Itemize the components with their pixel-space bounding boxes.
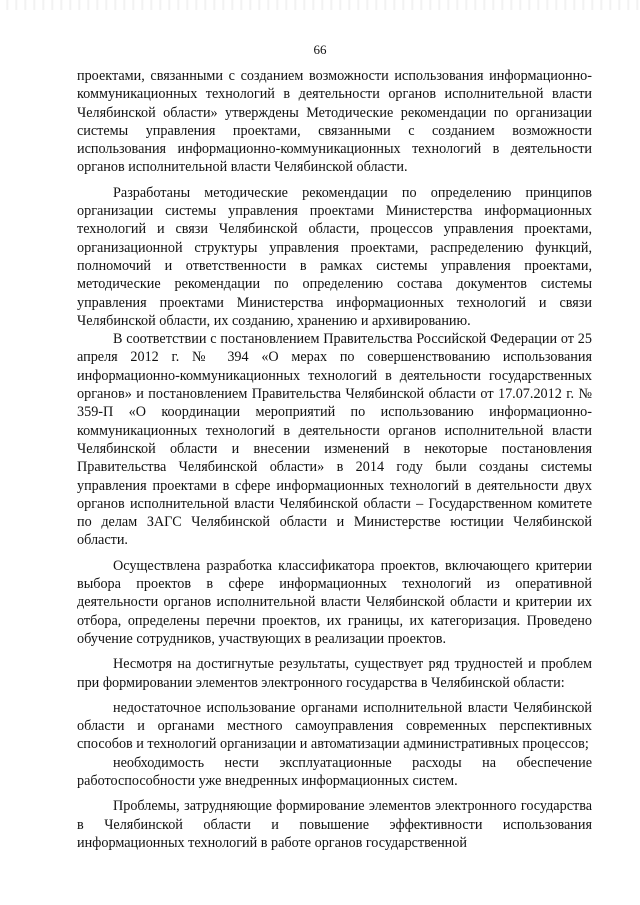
list-item-insufficient-usage: недостаточное использование органами исполнительной власти Челябинской области и органами местного самоуправления современных перспективных способов и технологий организации и автоматизации административных процессов; — [77, 699, 592, 753]
paragraph-government-decree: В соответствии с постановлением Правительства Российской Федерации от 25 апреля 2012 г. № 394 «О мерах по совершенствованию использования информационно-коммуникационных технологий в деятельности государственных органов» и постановлением Правительства Челябинской области от 17.07.2012 г. № 359-П «О координации мероприятий по использованию информационно-коммуникационных технологий в деятельности органов исполнительной власти Челябинской области и внесении изменений в некоторые постановления Правительства Челябинской области» в 2014 году были созданы системы управления проектами в сфере информационных технологий в деятельности двух органов исполнительной власти Челябинской области – Государственном комитете по делам ЗАГС Челябинской области и Министерстве юстиции Челябинской области. — [77, 331, 592, 549]
paragraph-continuation: проектами, связанными с созданием возможности использования информационно-коммуникационных технологий в деятельности органов исполнительной власти Челябинской области» утверждены Методические рекомендации по организации системы управления проектами, связанными с созданием возможности использования информационно-коммуникационных технологий в деятельности органов исполнительной власти Челябинской области. — [77, 68, 592, 176]
paragraph-problems: Проблемы, затрудняющие формирование элементов электронного государства в Челябинской области и повышение эффективности использования информационных технологий в работе органов государственной — [77, 798, 592, 851]
paragraph-difficulties-intro: Несмотря на достигнутые результаты, существует ряд трудностей и проблем при формировании элементов электронного государства в Челябинской области: — [77, 656, 592, 691]
scan-edge-artifact — [0, 0, 640, 10]
list-item-operating-costs: необходимость нести эксплуатационные расходы на обеспечение работоспособности уже внедренных информационных систем. — [77, 754, 592, 789]
paragraph-methodical-recommendations: Разработаны методические рекомендации по определению принципов организации системы управления проектами Министерства информационных технологий и связи Челябинской области, процессов управления проектами, организационной структуры управления проектами, распределению функций, полномочий и ответственности в рамках системы управления проектами, методические рекомендации по определению состава документов системы управления проектами Министерства информационных технологий и связи Челябинской области, их созданию, хранению и архивированию. — [77, 184, 592, 329]
paragraph-project-classifier: Осуществлена разработка классификатора проектов, включающего критерии выбора проектов в сфере информационных технологий из оперативной деятельности органов исполнительной власти Челябинской области и критерии их отбора, определены перечни проектов, их границы, их категоризация. Проведено обучение сотрудников, участвующих в реализации проектов. — [77, 557, 592, 647]
document-body — [77, 67, 592, 852]
page-number: 66 — [313, 42, 327, 57]
